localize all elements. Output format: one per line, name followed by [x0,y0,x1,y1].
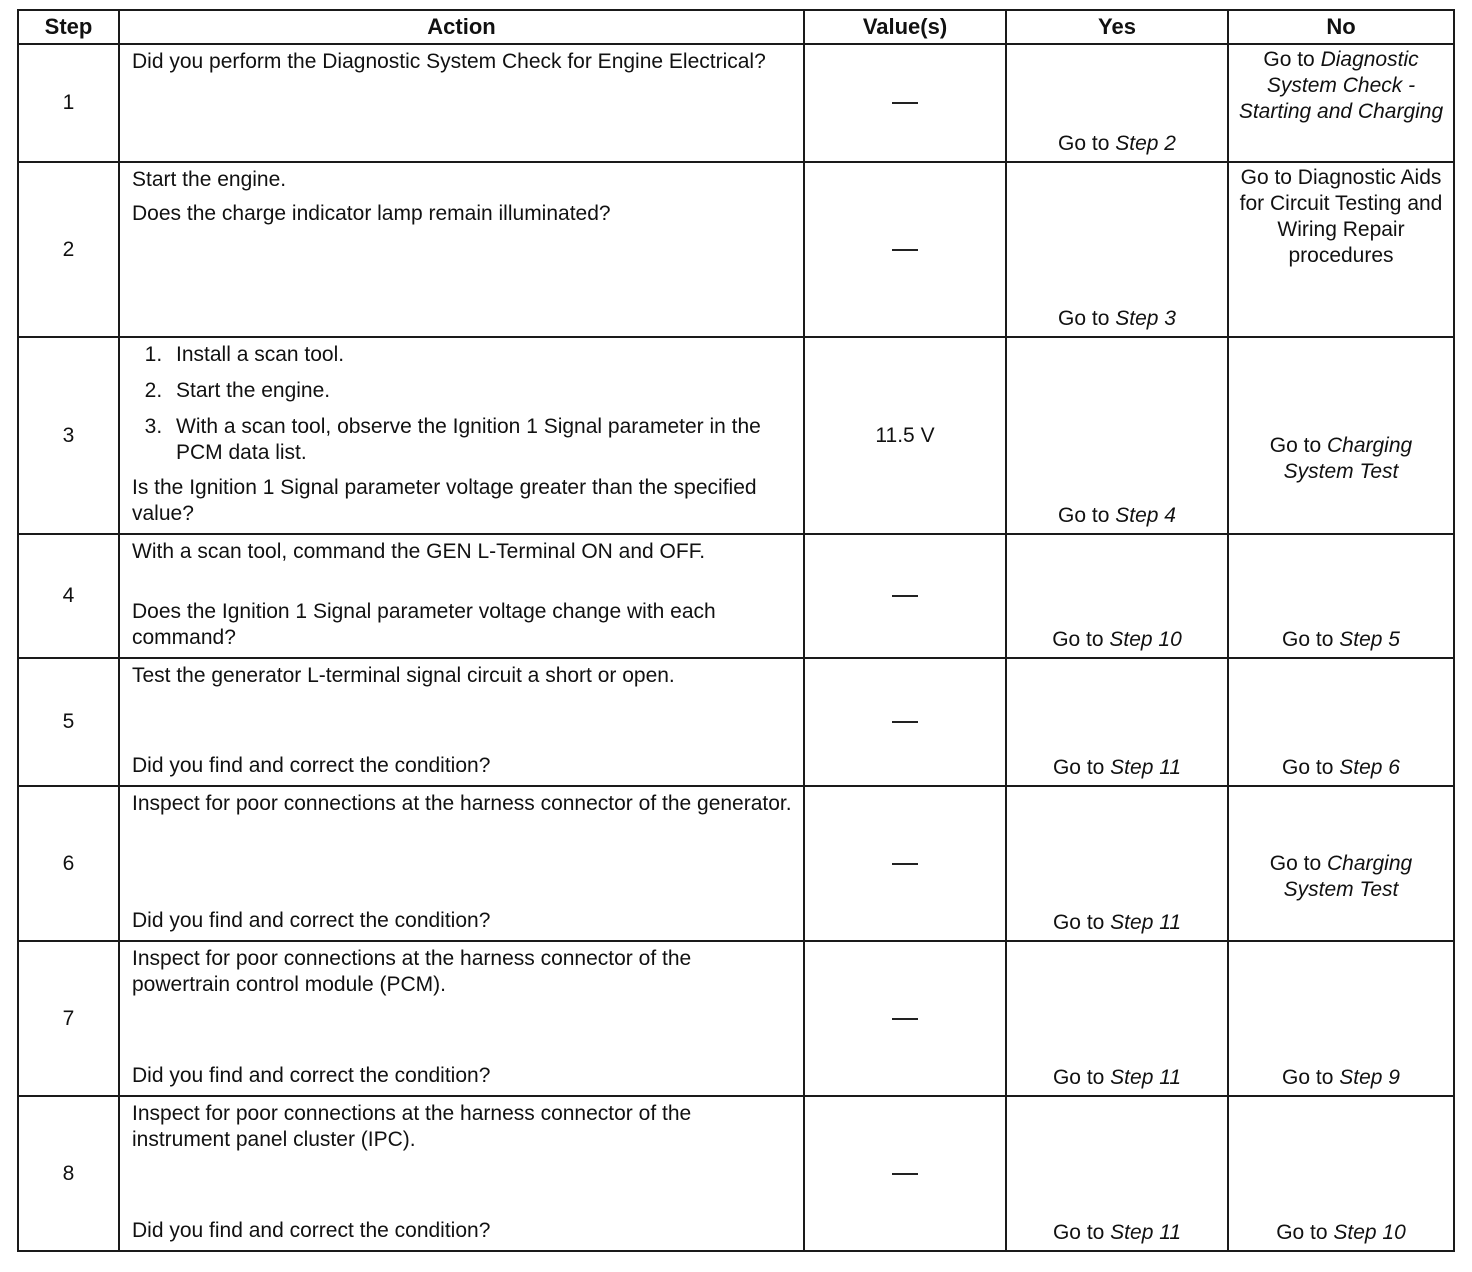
no-cell [1228,44,1454,162]
action-steps-list [132,342,793,466]
table-row [18,786,1454,941]
action-cell [119,658,804,786]
no-prefix: Go to [1282,628,1340,651]
dash-icon [892,1173,918,1175]
step-number: 7 [18,941,119,1096]
action-cell [119,44,804,162]
value-cell [804,162,1006,337]
action-question: Did you find and correct the condition? [132,1064,491,1087]
no-step-link[interactable]: Charging System Test [1283,851,1413,901]
yes-cell [1006,337,1228,534]
no-cell [1228,162,1454,337]
no-link-text[interactable]: Go to Diagnostic Aids for Circuit Testing and Wiring Repair procedures [1239,166,1443,267]
value-cell [804,786,1006,941]
no-cell [1228,534,1454,658]
value-cell [804,44,1006,162]
action-instruction: Start the engine. [132,168,287,191]
no-cell [1228,786,1454,941]
yes-prefix: Go to [1052,1221,1111,1244]
no-step-link[interactable]: Charging System Test [1283,433,1413,483]
yes-prefix: Go to [1058,307,1116,330]
no-step-link[interactable]: Step 6 [1339,756,1400,779]
list-item: 1. Install a scan tool. [168,342,793,368]
action-instruction: Inspect for poor connections at the harness connector of the generator. [132,792,792,815]
action-cell [119,162,804,337]
yes-cell [1006,658,1228,786]
no-step-link[interactable]: Step 5 [1339,628,1400,651]
value-cell [804,941,1006,1096]
step-number: 6 [18,786,119,941]
yes-prefix: Go to [1052,911,1111,934]
diagnostic-table [17,9,1455,1252]
no-step-link[interactable]: Diagnostic System Check - Starting and Charging [1238,48,1444,123]
table-row [18,534,1454,658]
action-question: Did you perform the Diagnostic System Check for Engine Electrical? [132,50,766,73]
dash-icon [892,595,918,597]
table-row [18,658,1454,786]
yes-cell [1006,786,1228,941]
dash-icon [892,249,918,251]
action-question: Did you find and correct the condition? [132,754,491,777]
yes-step-link[interactable]: Step 11 [1110,1066,1182,1089]
no-step-link[interactable]: Step 9 [1339,1066,1400,1089]
yes-prefix: Go to [1052,1066,1111,1089]
list-item: 3. With a scan tool, observe the Ignition 1 Signal parameter in the PCM data list. [168,414,793,466]
yes-prefix: Go to [1052,756,1111,779]
yes-prefix: Go to [1058,132,1116,155]
step-number: 8 [18,1096,119,1251]
value-cell [804,534,1006,658]
value-cell [804,1096,1006,1251]
no-cell [1228,941,1454,1096]
action-question: Does the charge indicator lamp remain illuminated? [132,202,611,225]
table-row [18,162,1454,337]
no-prefix: Go to [1276,1221,1334,1244]
no-prefix: Go to [1263,48,1321,71]
yes-step-link[interactable]: Step 2 [1115,132,1176,155]
list-item: 2. Start the engine. [168,378,793,404]
header-no: No [1228,10,1454,44]
yes-step-link[interactable]: Step 10 [1109,628,1182,651]
table-row [18,44,1454,162]
no-cell [1228,1096,1454,1251]
no-prefix: Go to [1282,756,1340,779]
yes-prefix: Go to [1052,628,1110,651]
action-instruction: Test the generator L-terminal signal circuit a short or open. [132,664,675,687]
no-prefix: Go to [1269,851,1327,875]
action-instruction: With a scan tool, command the GEN L-Terminal ON and OFF. [132,540,706,563]
header-values: Value(s) [804,10,1006,44]
yes-step-link[interactable]: Step 4 [1115,504,1176,527]
dash-icon [892,102,918,104]
action-question: Does the Ignition 1 Signal parameter voltage change with each command? [132,600,716,649]
header-step: Step [18,10,119,44]
step-number: 2 [18,162,119,337]
step-number: 3 [18,337,119,534]
action-cell [119,337,804,534]
no-step-link[interactable]: Step 10 [1333,1221,1406,1244]
yes-cell [1006,534,1228,658]
dash-icon [892,863,918,865]
step-number: 1 [18,44,119,162]
action-instruction: Inspect for poor connections at the harness connector of the instrument panel cluster (IPC). [132,1102,692,1151]
action-cell [119,941,804,1096]
yes-cell [1006,1096,1228,1251]
header-yes: Yes [1006,10,1228,44]
step-number: 5 [18,658,119,786]
yes-step-link[interactable]: Step 3 [1115,307,1176,330]
dash-icon [892,1018,918,1020]
action-question: Is the Ignition 1 Signal parameter voltage greater than the specified value? [132,476,757,525]
yes-cell [1006,44,1228,162]
yes-step-link[interactable]: Step 11 [1110,756,1182,779]
action-question: Did you find and correct the condition? [132,909,491,932]
action-instruction: Inspect for poor connections at the harness connector of the powertrain control module (PCM). [132,947,692,996]
no-cell [1228,337,1454,534]
header-action: Action [119,10,804,44]
step-number: 4 [18,534,119,658]
value-cell: 11.5 V [804,337,1006,534]
action-cell [119,534,804,658]
table-row [18,337,1454,534]
no-prefix: Go to [1282,1066,1340,1089]
action-question: Did you find and correct the condition? [132,1219,491,1242]
dash-icon [892,721,918,723]
yes-cell [1006,941,1228,1096]
value-cell [804,658,1006,786]
yes-cell [1006,162,1228,337]
yes-step-link[interactable]: Step 11 [1110,911,1182,934]
action-cell [119,786,804,941]
table-row [18,1096,1454,1251]
header-row [18,10,1454,44]
no-cell [1228,658,1454,786]
table-row [18,941,1454,1096]
yes-prefix: Go to [1058,504,1116,527]
yes-step-link[interactable]: Step 11 [1110,1221,1182,1244]
action-cell [119,1096,804,1251]
no-prefix: Go to [1269,433,1327,457]
